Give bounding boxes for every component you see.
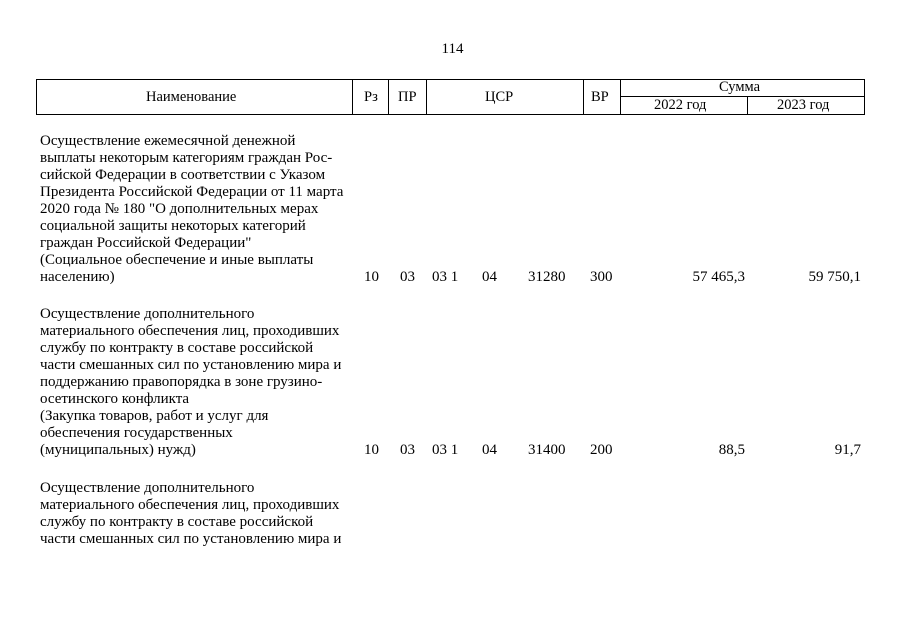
row-sum-2023: 59 750,1 xyxy=(808,269,861,285)
header-vr: ВР xyxy=(591,89,609,105)
row-vr: 200 xyxy=(590,442,613,458)
header-csr: ЦСР xyxy=(485,89,514,105)
row-csr-code: 31400 xyxy=(528,442,566,458)
page-number: 114 xyxy=(441,41,464,57)
row-rz: 10 xyxy=(364,269,379,285)
header-rz: Рз xyxy=(364,89,378,105)
table-header xyxy=(36,79,865,115)
header-pr: ПР xyxy=(398,89,417,105)
row-csr-program: 03 1 xyxy=(432,269,459,285)
row-sum-2022: 57 465,3 xyxy=(692,269,745,285)
row-csr-subprogram: 04 xyxy=(482,442,497,458)
row-name: Осуществление дополнительного материального обеспечения лиц, проходивших службу по контракту в составе российской части смешанных сил по установлению мира и xyxy=(40,480,342,547)
row-vr: 300 xyxy=(590,269,613,285)
header-sum: Сумма xyxy=(719,79,761,95)
header-year-2023: 2023 год xyxy=(777,97,830,113)
row-name: Осуществление ежемесячной денежной выплаты некоторым категориям граждан Рос- сийской Федерации в соответствии с Указом Президента Российской Федерации от 11 марта 2020 года № 180 "О дополнительных мерах социальной защиты некоторых категорий граждан Российской Федерации" (Социальное обеспечение и иные выплаты населению) xyxy=(40,133,344,285)
header-year-2022: 2022 год xyxy=(654,97,707,113)
row-csr-code: 31280 xyxy=(528,269,566,285)
row-pr: 03 xyxy=(400,442,415,458)
header-name: Наименование xyxy=(146,89,237,105)
row-pr: 03 xyxy=(400,269,415,285)
row-sum-2022: 88,5 xyxy=(718,442,745,458)
row-sum-2023: 91,7 xyxy=(834,442,861,458)
row-csr-subprogram: 04 xyxy=(482,269,497,285)
row-rz: 10 xyxy=(364,442,379,458)
row-name: Осуществление дополнительного материального обеспечения лиц, проходивших службу по контракту в составе российской части смешанных сил по установлению мира и поддержанию правопорядка в зоне грузино- осетинского конфликта (Закупка товаров, работ и услуг для обеспечения государственных (муниципальных) нужд) xyxy=(40,306,342,458)
row-csr-program: 03 1 xyxy=(432,442,459,458)
